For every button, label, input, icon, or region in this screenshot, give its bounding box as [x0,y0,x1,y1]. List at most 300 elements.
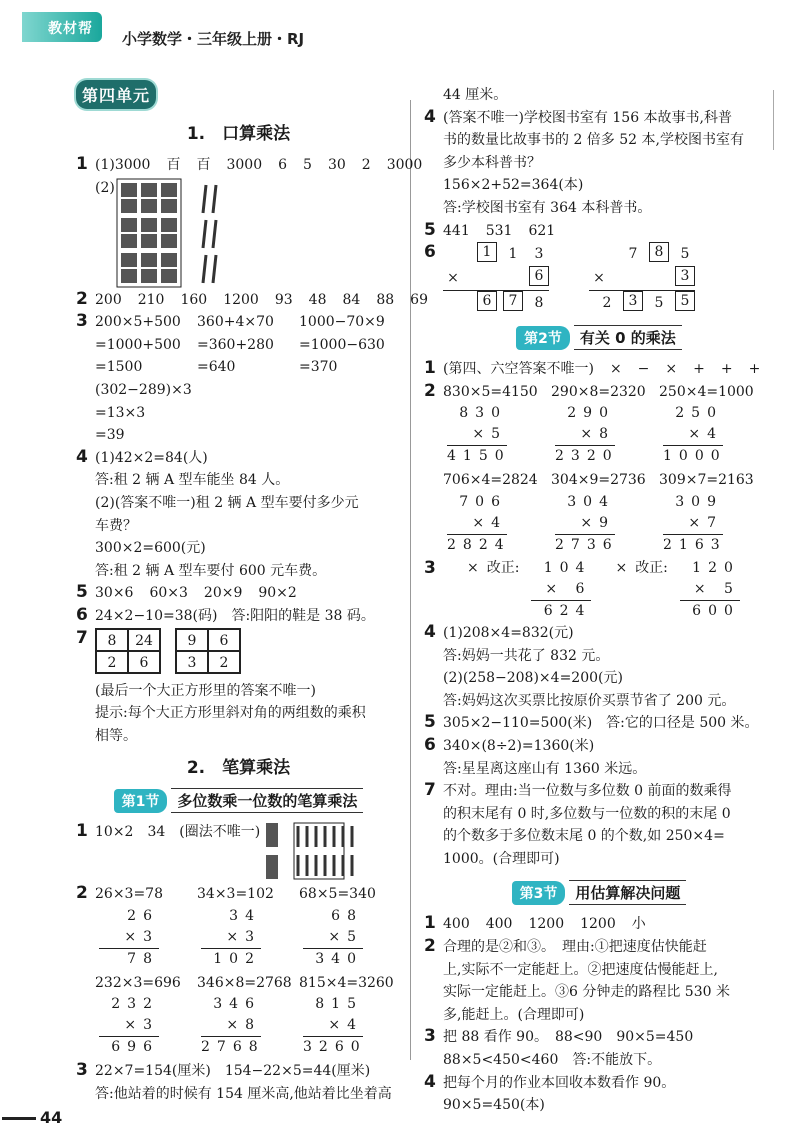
multiplier: ×4 [303,1015,363,1037]
answer-line [424,780,774,803]
answer-item: 90×2 [258,585,297,602]
times-sign: × [593,270,605,287]
answer-line [76,702,401,725]
answer-item: 160 [180,291,208,308]
answer-text: 答:租 2 辆 A 型车能坐 84 人。 [95,472,290,489]
vertical-calc [443,469,551,556]
answer-line [76,154,423,177]
digit-box: 5 [675,291,695,311]
answer-text: (1)208×4=832(元) [443,624,574,641]
top-number: 815 [315,996,363,1013]
column-calc [555,492,619,556]
digit: 3 [534,246,544,263]
answer-line [424,959,774,982]
top-number: 304 [567,493,615,510]
equation: 346×8=2768 [197,974,292,991]
answer-item: 84 [342,291,361,308]
answer-line [424,174,774,197]
answer-line [76,424,401,447]
answer-item: × [665,361,678,378]
multiplier: ×3 [201,927,261,949]
question-number: 4 [424,621,436,642]
multiplier: × 6 [531,579,591,601]
answer-item: 2 [361,157,371,173]
lesson-title: 2. 笔算乘法 [186,758,291,779]
question-number: 7 [76,627,88,648]
answer-text: 答:妈妈一共花了 832 元。 [443,647,610,664]
counting-sticks-figure [115,177,225,289]
answer-line [424,107,774,130]
product: 2163 [663,536,727,553]
answer-text: 156×2+52=364(本) [443,177,584,194]
answer-item: 48 [308,291,327,308]
square-cell: 6 [208,629,240,651]
lesson-title: 1. 口算乘法 [186,124,291,144]
answer-item: (1)3000 [95,157,151,173]
digit-box: 6 [529,266,549,286]
answer-line [424,1072,774,1095]
section-badge: 第3节 [512,881,566,905]
answer-item: 1200 [580,916,616,933]
page-number: 44 [2,1108,62,1127]
correction [615,558,739,622]
product: 2320 [555,448,619,465]
answer-text: 多少本科普书？ [443,154,541,171]
question-number: 4 [424,106,436,127]
answer-text: 提示:每个大正方形里斜对角的两组数的乘积 [95,705,366,722]
question-number: 2 [424,380,436,401]
answer-item: 3000 [386,157,423,173]
question-number: 3 [424,1026,436,1047]
equation: 232×3=696 [95,974,181,991]
res-row [589,291,695,315]
answer-item: 531 [485,222,513,239]
answer-text: 答:他站着的时候有 154 厘米高,他站着比坐着高 [95,1086,392,1103]
answer-text: (302−289)×3 [95,381,192,398]
answer-text: 10×2 34 (圈法不唯一) [95,824,261,841]
answer-text: (2)(答案不唯一)租 2 辆 A 型车要付多少元 [95,494,359,511]
brand-logo: 教材帮 [22,12,102,42]
answer-text: (最后一个大正方形里的答案不唯一) [95,682,316,699]
column-calc [663,403,727,467]
product: 102 [213,950,261,967]
vertical-calc [299,883,401,970]
digit-box: 8 [649,242,669,262]
answer-line [76,537,401,560]
answer-line [424,358,774,381]
unit-badge: 第四单元 [76,80,156,109]
equation: 26×3=78 [95,886,163,903]
question-number: 5 [424,712,436,733]
question-number: 4 [424,1071,436,1092]
multiplier: ×9 [555,513,615,535]
top-number: 830 [459,405,507,422]
product: 4150 [447,448,511,465]
answer-line [424,848,774,871]
answer-line [424,84,774,107]
answer-text: 22×7=154(厘米) 154−22×5=44(厘米) [95,1063,371,1080]
equation: 68×5=340 [299,886,376,903]
answer-item: − [637,361,650,378]
multiplier: ×5 [303,927,363,949]
vertical-calc-row [76,972,401,1059]
vertical-calc [299,972,401,1059]
answer-item: 400 [485,916,513,933]
multiplier: ×5 [447,424,507,446]
answer-line [76,605,401,628]
answer-text: =13×3 [95,404,146,421]
counting-sticks-figure [260,821,360,883]
answer-text: 把每个月的作业本回收本数看作 90。 [443,1074,676,1091]
answer-line [76,288,428,312]
answer-text: (2)(258−208)×4=200(元) [443,670,623,687]
product: 3260 [303,1039,367,1056]
answer-item: 69 [410,291,428,308]
vertical-calc [659,469,767,556]
answer-line [76,725,401,748]
answer-item: + [720,361,733,378]
top-number: 34 [229,907,261,924]
answer-text: 的积末尾有 0 时,多位数与一位数的积的末尾 0 [443,805,731,822]
answer-line [424,129,774,152]
answer-item: 200 [95,291,122,308]
answer-line [76,492,401,515]
correction [467,558,591,622]
square-cell: 3 [176,651,208,673]
answer-text: 不对。理由:当一位数与多位数 0 前面的数乘得 [443,783,732,800]
answer-text: 书的数量比故事书的 2 倍多 52 本,学校图书室有 [443,132,744,149]
column-calc [201,906,261,970]
calc-column [197,311,299,379]
answer-line [424,1049,774,1072]
section-heading [76,788,401,813]
answer-text: 合理的是②和③。 理由:①把速度估快能赶 [443,939,707,956]
square-cell: 8 [96,629,128,651]
calc-step: =640 [197,359,236,376]
answer-line [424,758,774,781]
column-calc [447,492,511,556]
equation: 830×5=4150 [443,383,538,400]
question-number: 1 [424,913,436,934]
answer-line [424,1094,774,1117]
spacer [76,972,95,1059]
answer-item: 小 [631,916,646,933]
answer-item: 30×6 [95,585,134,602]
answer-line [424,1004,774,1027]
answer-item: 1200 [223,291,259,308]
product: 78 [127,950,159,967]
multiplier: ×4 [447,513,507,535]
figure-row [76,177,401,289]
answer-line [76,1083,401,1106]
answer-text: =39 [95,427,125,444]
equation: 250×4=1000 [659,383,754,400]
product: 2768 [201,1039,265,1056]
answer-text: (答案不唯一)学校图书室有 156 本故事书,科普 [443,109,732,126]
column-calc [447,403,511,467]
answer-line [76,469,401,492]
answer-text: 答:学校图书室有 364 本科普书。 [443,199,652,216]
answer-text: 44 厘米。 [443,87,508,103]
top-row [589,242,695,266]
answer-item: 93 [274,291,293,308]
square-cell: 9 [176,629,208,651]
calc-step: =370 [299,359,338,376]
column-calc [99,994,159,1058]
left-column [76,72,428,1106]
grid-group [95,628,241,674]
multiplier: ×8 [555,424,615,446]
calc-step: =1500 [95,359,143,376]
answer-line [424,690,774,713]
answer-item: 60×3 [149,585,188,602]
multiplier: ×4 [663,424,723,446]
vertical-calc [197,883,299,970]
multiplier: × 5 [680,579,740,601]
top-row [443,242,549,266]
calc-step: 200×5+500 [95,314,181,331]
answer-item: 621 [528,222,556,239]
question-number: 3 [76,1060,88,1081]
correction-label: 改正: [486,559,520,576]
multiplier: ×8 [201,1015,261,1037]
vertical-calc-row [424,469,774,556]
digit-box: 1 [477,242,497,262]
column-calc [303,906,363,970]
answer-item: 88 [376,291,395,308]
answer-line [424,825,774,848]
answer-text: 答:租 2 辆 A 型车要付 600 元车费。 [95,562,327,579]
answer-line [424,735,774,758]
top-number: 309 [675,493,723,510]
answer-line [424,913,774,936]
column-calc [555,403,619,467]
question-number: 5 [76,582,88,603]
answer-item: 百 [166,157,181,173]
question-number: 1 [76,154,88,174]
book-title: 小学数学・三年级上册・RJ [122,30,305,48]
product: 2824 [447,536,511,553]
digit: 8 [534,295,544,312]
figure-label: (2) [95,179,115,196]
answer-text: 实际一定能赶上。③6 分钟走的路程比 530 米 [443,984,730,1001]
section-heading [424,880,774,905]
answer-text: 车费？ [95,517,137,534]
answer-item: 百 [196,157,211,173]
mul-row [589,266,695,291]
calc-step: 1000−70×9 [299,314,385,331]
vertical-calc [551,469,659,556]
top-number: 290 [567,405,615,422]
square-cell: 2 [96,651,128,673]
question-number: 1 [76,821,88,842]
wrong-mark: × [615,559,628,576]
answer-line [76,821,401,883]
box-multiplication [589,242,695,315]
vertical-calc [197,972,299,1059]
product: 1000 [663,448,727,465]
answer-line [424,712,774,735]
top-number: 250 [675,405,723,422]
answer-line [76,515,401,538]
answer-line [424,936,774,959]
vertical-calc-row [424,381,774,468]
right-column [424,84,774,1117]
digit: 5 [680,246,690,263]
column-calc [663,492,727,556]
answer-line [424,220,774,243]
top-number: 120 [692,559,740,576]
times-sign: × [447,270,459,287]
equation: 34×3=102 [197,886,274,903]
column-calc [201,994,265,1058]
product: 340 [315,950,363,967]
answer-item: 1200 [528,916,565,933]
section-title: 用估算解决问题 [569,880,686,905]
question-number: 3 [424,557,436,578]
column-calc [99,906,159,970]
section-title: 有关 0 的乘法 [574,325,682,350]
answer-item: 20×9 [203,585,243,602]
mul-row [443,266,549,291]
answer-item: × [609,361,622,378]
answer-line [76,560,401,583]
question-number: 4 [76,446,88,467]
digit: 5 [654,295,664,312]
vertical-calc [659,381,767,468]
answer-text: 1000。(合理即可) [443,850,560,867]
calc-step: =1000+500 [95,336,181,353]
vertical-calc [443,381,551,468]
unit-heading [76,72,401,113]
question-number: 2 [76,288,88,309]
section-badge: 第2节 [516,326,570,350]
question-number: 6 [424,734,436,755]
answer-item: 210 [137,291,165,308]
answer-line [424,981,774,1004]
calc-column [299,311,401,379]
answer-line [76,402,401,425]
answer-text: 答:妈妈这次买票比按原价买票节省了 200 元。 [443,692,736,709]
answer-line [424,197,774,220]
answer-text: 多,能赶上。(合理即可) [443,1006,585,1023]
correction-label: 改正: [635,559,668,576]
answer-item: 30 [327,157,346,173]
calc-step: 360+4×70 [197,314,274,331]
product: 624 [543,602,592,619]
answer-line [424,667,774,690]
vertical-calc [95,972,197,1059]
answer-text: 88×5<450<460 答:不能放下。 [443,1052,662,1069]
equation: 309×7=2163 [659,472,754,489]
top-number: 68 [331,907,363,924]
answer-item: 400 [443,916,470,933]
top-number: 346 [213,996,261,1013]
question-number: 1 [424,358,436,379]
answer-item: 3000 [226,157,263,173]
answer-item: (第四、六空答案不唯一) [443,361,594,378]
digit-box: 6 [477,291,497,311]
question-number: 5 [424,219,436,240]
answer-text: 的个数多于多位数末尾 0 的个数,如 250×4= [443,828,725,845]
column-divider [410,100,411,1060]
answer-text: 340×(8÷2)=1360(米) [443,737,595,754]
section-heading [424,325,774,350]
answer-item: 441 [443,222,470,239]
calc-column [95,311,197,379]
number-square [175,628,241,674]
square-cell: 2 [208,651,240,673]
calc-row [76,311,401,379]
top-number: 104 [543,559,592,576]
answer-line [76,447,401,470]
question-number: 2 [76,883,88,904]
number-square [95,628,161,674]
digit-box: 3 [623,291,643,311]
res-row [443,291,549,315]
answer-line [424,1026,774,1049]
answer-item: + [693,361,705,378]
answer-text: 把 88 看作 90。 88<90 90×5=450 [443,1029,694,1046]
vertical-calc-row [76,883,401,970]
answer-item: + [748,361,761,378]
answer-text: 24×2−10=38(码) 答:阳阳的鞋是 38 码。 [95,607,375,624]
square-cell: 6 [128,651,160,673]
spacer [424,469,443,556]
answer-line [76,680,401,703]
answer-item: 6 [278,157,288,173]
multiplier: ×3 [99,927,159,949]
digit: 7 [628,246,638,263]
answer-text: 答:星星离这座山有 1360 米远。 [443,760,647,777]
multiplier: ×3 [99,1015,159,1037]
answer-text: 相等。 [95,727,137,744]
box-multiplication [443,242,549,315]
column-calc [680,558,740,622]
calc-step: =360+280 [197,336,274,353]
column-calc [531,558,591,622]
answer-text: 上,实际不一定能赶上。②把速度估慢能赶上, [443,961,718,978]
section-badge: 第1节 [114,789,168,813]
question-number: 6 [424,242,436,263]
answer-text: 300×2=600(元) [95,540,206,557]
digit: 1 [508,246,518,263]
answer-text: (1)42×2=84(人) [95,449,208,466]
question-number: 6 [76,604,88,625]
answer-text: 90×5=450(本) [443,1097,545,1114]
answer-line [424,152,774,175]
equation: 290×8=2320 [551,383,646,400]
answer-item: 5 [303,157,312,173]
section-title: 多位数乘一位数的笔算乘法 [171,788,363,813]
calc-step: =1000−630 [299,336,385,353]
equation: 304×9=2736 [551,472,646,489]
answer-text: 305×2−110=500(米) 答:它的口径是 500 米。 [443,715,759,732]
answer-line [424,622,774,645]
answer-line [76,582,401,605]
question-number: 7 [424,780,436,801]
vertical-calc [95,883,197,970]
question-number: 2 [424,936,436,957]
product: 600 [692,602,740,619]
answer-line [424,803,774,826]
answer-line [424,645,774,668]
equation: 706×4=2824 [443,472,538,489]
wrong-mark: × [467,559,479,576]
answer-line [424,242,774,315]
top-number: 26 [127,907,159,924]
product: 696 [111,1039,159,1056]
